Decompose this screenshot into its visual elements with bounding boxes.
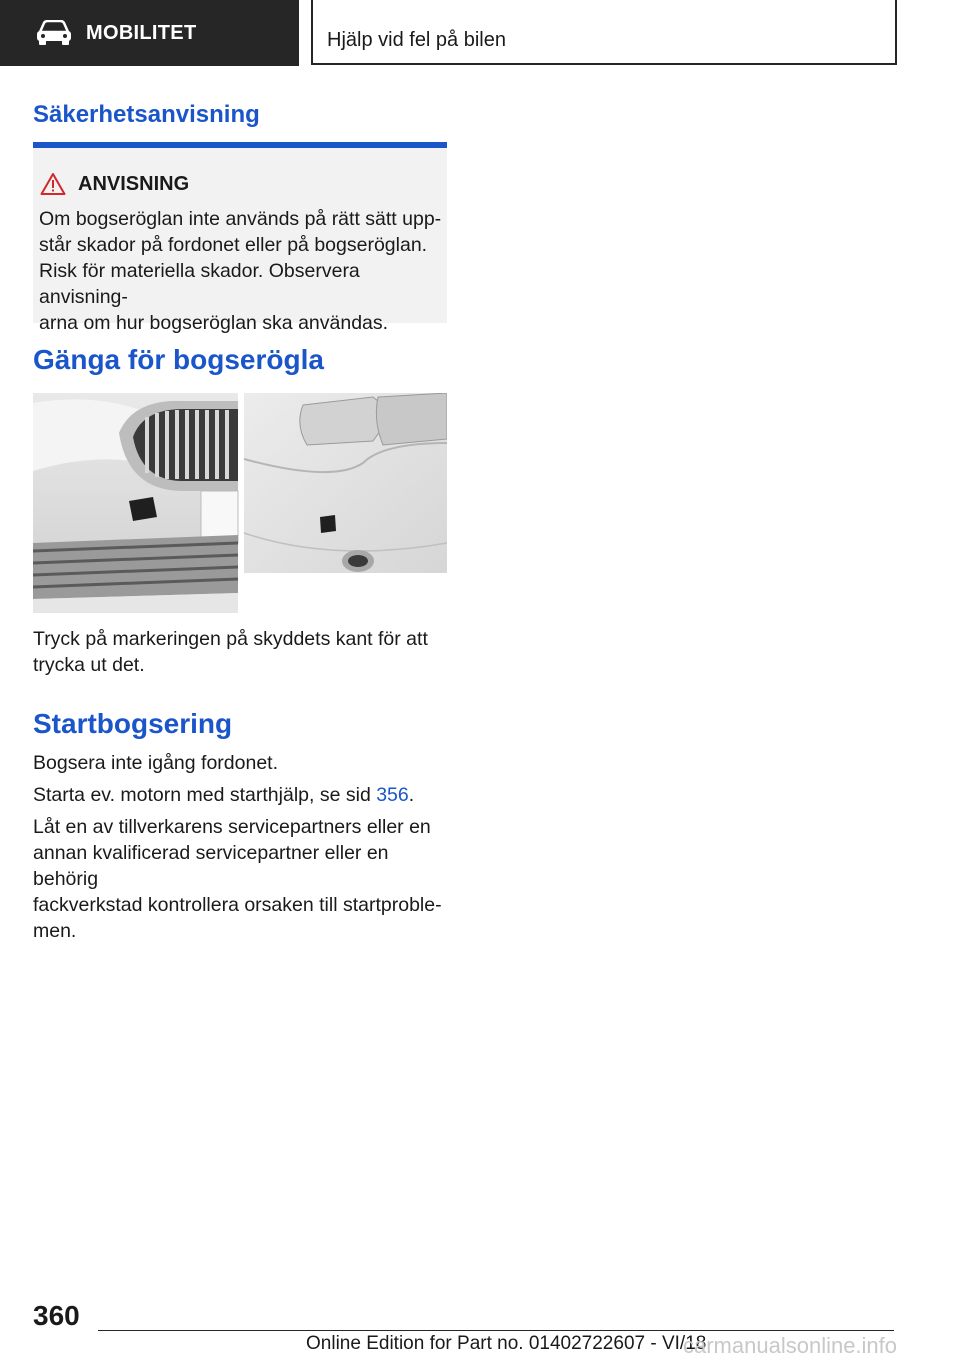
paragraph: [33, 782, 447, 808]
section-label: MOBILITET: [86, 21, 197, 44]
notice-line: Risk för materiella skador. Observera anvisning-: [39, 260, 360, 308]
paragraph-text: Starta ev. motorn med starthjälp, se sid: [33, 784, 377, 806]
paragraph-text: .: [408, 784, 415, 806]
paragraph: [33, 814, 447, 944]
header-section-tab: [0, 0, 299, 66]
edition-text: Online Edition for Part no. 01402722607 - VI/18: [306, 1333, 707, 1354]
notice-header: [40, 172, 189, 196]
breadcrumb: [311, 0, 897, 65]
car-front-icon: [36, 20, 72, 46]
bumper-illustration: [33, 393, 447, 613]
notice-title: ANVISNING: [78, 172, 190, 195]
warning-triangle-icon: [40, 172, 66, 196]
startbogsering-heading: Startbogsering: [33, 708, 233, 739]
page-link[interactable]: 356: [376, 784, 409, 806]
paragraph: Bogsera inte igång fordonet.: [33, 752, 279, 774]
paragraph-line: men.: [33, 920, 77, 942]
paragraph-line: fackverkstad kontrollera orsaken till startproble-: [33, 894, 442, 916]
watermark: carmanualsonline.info: [683, 1333, 898, 1358]
caption-line: trycka ut det.: [33, 654, 145, 676]
caption-line: Tryck på markeringen på skyddets kant för att: [33, 628, 428, 650]
paragraph-line: annan kvalificerad servicepartner eller en behörig: [33, 842, 389, 890]
footer-divider: [98, 1330, 894, 1331]
notice-text: [39, 206, 443, 336]
page-number: 360: [33, 1300, 80, 1331]
towing-eye-cover-illustration: [33, 393, 447, 613]
notice-box: [33, 142, 447, 334]
thread-heading: Gänga för bogserögla: [33, 344, 324, 375]
notice-line: arna om hur bogseröglan ska användas.: [39, 312, 389, 334]
thread-caption: [33, 626, 447, 678]
notice-line: Om bogseröglan inte används på rätt sätt upp-: [39, 208, 442, 230]
safety-heading: Säkerhetsanvisning: [33, 101, 260, 128]
breadcrumb-label: Hjälp vid fel på bilen: [327, 29, 506, 51]
notice-line: står skador på fordonet eller på bogseröglan.: [39, 234, 428, 256]
paragraph-line: Låt en av tillverkarens servicepartners eller en: [33, 816, 431, 838]
